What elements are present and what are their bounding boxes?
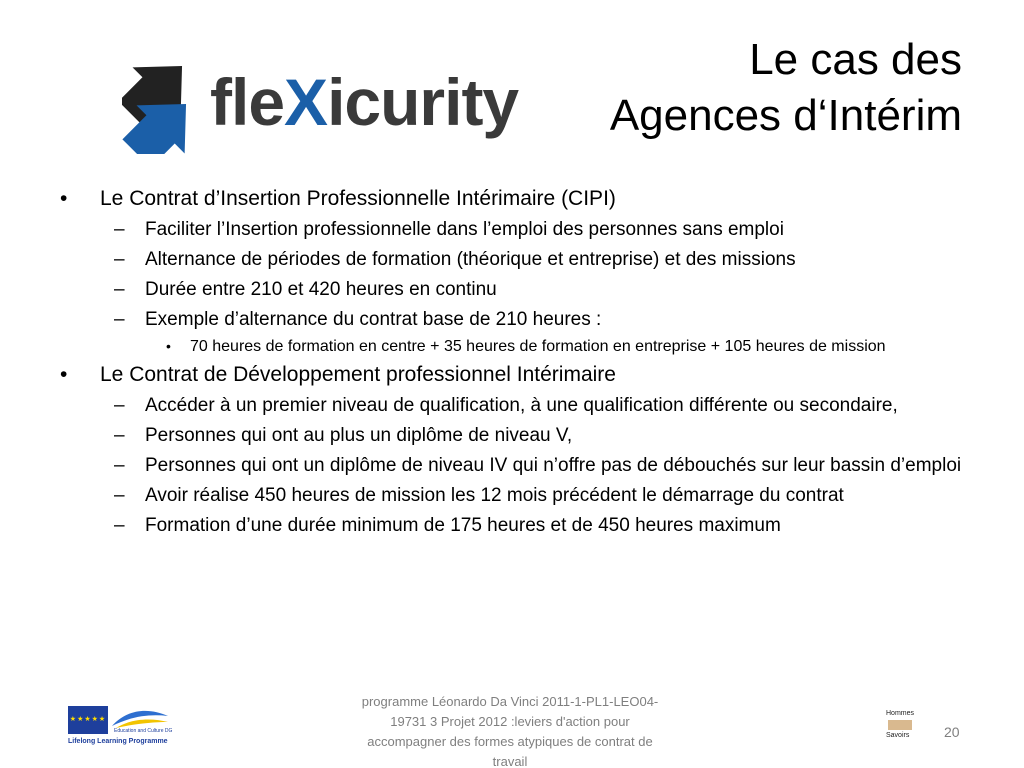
bullet-marker: – (114, 395, 125, 416)
bullet-text: Accéder à un premier niveau de qualification, à une qualification différente ou secondaire, (145, 395, 898, 416)
bullet-text: Formation d’une durée minimum de 175 heures et de 450 heures maximum (145, 515, 781, 536)
bullet-text: Alternance de périodes de formation (théorique et entreprise) et des missions (145, 249, 796, 270)
eu-flag-icon: ★★★★★ (68, 706, 108, 734)
sub-bullet-item (56, 308, 976, 332)
swoosh-icon (110, 706, 170, 730)
bullet-text: Le Contrat de Développement professionnel Intérimaire (100, 363, 616, 386)
bullet-item (56, 186, 976, 212)
bullet-marker: – (114, 219, 125, 240)
bullet-text: Exemple d’alternance du contrat base de 210 heures : (145, 309, 602, 330)
title-line-2: Agences d‘Intérim (609, 91, 962, 140)
double-arrow-icon (122, 50, 202, 154)
bullet-text: Faciliter l’Insertion professionnelle dans l’emploi des personnes sans emploi (145, 219, 784, 240)
sub-bullet-item (56, 218, 976, 242)
bullet-text: 70 heures de formation en centre + 35 heures de formation en entreprise + 105 heures de mission (190, 338, 886, 355)
bullet-marker: • (60, 187, 68, 210)
bullet-marker: – (114, 309, 125, 330)
sub-bullet-item (56, 514, 976, 538)
eu-programme-text: Lifelong Learning Programme (68, 738, 168, 745)
bullet-marker: – (114, 485, 125, 506)
sub-bullet-item (56, 484, 976, 508)
bullet-text: Avoir réalise 450 heures de mission les 12 mois précédent le démarrage du contrat (145, 485, 844, 506)
bullet-marker: • (166, 338, 171, 354)
bullet-text: Personnes qui ont un diplôme de niveau IV qui n’offre pas de débouchés sur leur bassin d’emploi (145, 455, 962, 476)
bullet-marker: – (114, 249, 125, 270)
bullet-marker: – (114, 515, 125, 536)
bullet-text: Personnes qui ont au plus un diplôme de niveau V, (145, 425, 573, 446)
sub-sub-bullet-item (56, 337, 976, 356)
bullet-text: Le Contrat d’Insertion Professionnelle Intérimaire (CIPI) (100, 187, 616, 210)
title-line-1: Le cas des (749, 35, 962, 84)
bullet-text: Durée entre 210 et 420 heures en continu (145, 279, 497, 300)
sub-bullet-item (56, 248, 976, 272)
eu-lifelong-learning-logo (68, 702, 188, 752)
bullet-marker: – (114, 455, 125, 476)
sub-bullet-item (56, 454, 976, 478)
sub-bullet-item (56, 424, 976, 448)
footer-text: programme Léonardo Da Vinci 2011-1-PL1-LEO04-19731 3 Projet 2012 :leviers d'action pour accompagner des formes atypiques de contrat de travail (361, 694, 659, 768)
eu-dg-text: Education and Culture DG (114, 728, 173, 734)
bullet-item (56, 362, 976, 388)
flexicurity-logo (122, 50, 519, 158)
bullet-marker: • (60, 363, 68, 386)
hommes-savoirs-logo: Hommes Savoirs (886, 710, 915, 739)
sub-bullet-item (56, 278, 976, 302)
flexicurity-wordmark: fleXicurity (210, 65, 519, 139)
bullet-list (56, 180, 976, 538)
bullet-marker: – (114, 425, 125, 446)
sub-bullet-item (56, 394, 976, 418)
page-number: 20 (944, 724, 960, 740)
slide-title (442, 32, 962, 144)
bullet-marker: – (114, 279, 125, 300)
